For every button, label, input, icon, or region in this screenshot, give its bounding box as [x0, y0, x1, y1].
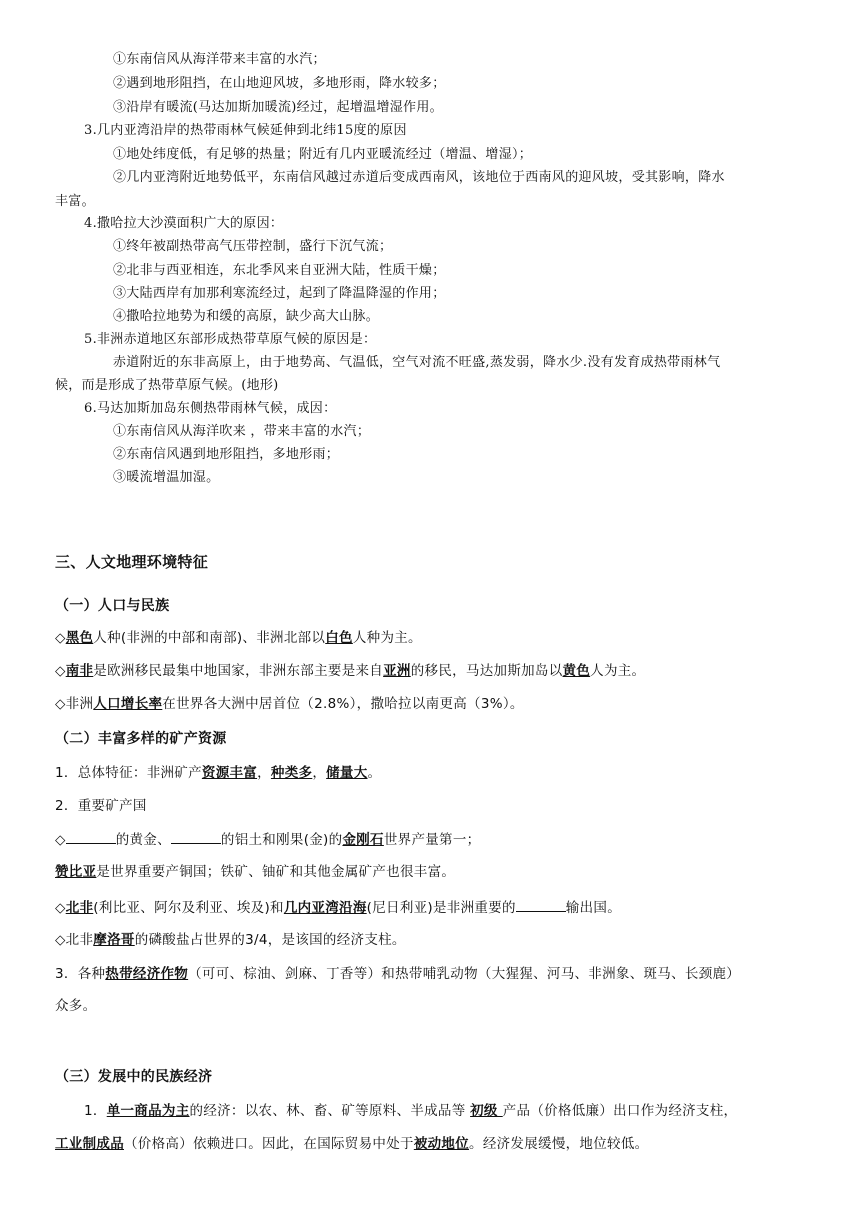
- subsection-minerals: （二）丰富多样的矿产资源: [55, 731, 227, 747]
- q6-item-2: ②东南信风遇到地形阻挡，多地形雨；: [113, 447, 340, 462]
- fill-blank-1[interactable]: [66, 829, 116, 844]
- q3-title: 3.几内亚湾沿岸的热带雨林气候延伸到北纬15度的原因: [84, 123, 407, 138]
- q5-text: 赤道附近的东非高原上，由于地势高、气温低，空气对流不旺盛,蒸发弱，降水少.没有发育成热带雨林气: [113, 355, 721, 370]
- q3-item-2-cont: 丰富。: [55, 194, 95, 209]
- q5-text-cont: 候，而是形成了热带草原气候。(地形): [55, 378, 279, 393]
- minerals-item-2: 2．重要矿产国: [55, 798, 147, 814]
- minerals-item-1: 1．总体特征：非洲矿产资源丰富，种类多，储量大。: [55, 765, 382, 781]
- q4-title: 4.撒哈拉大沙漠面积广大的原因：: [84, 216, 284, 231]
- minerals-item-3-cont: 众多。: [55, 998, 97, 1014]
- q3-item-2: ②几内亚湾附近地势低平，东南信风越过赤道后变成西南风，该地位于西南风的迎风坡，受其影响，降水: [113, 170, 725, 185]
- q6-item-3: ③暖流增温加湿。: [113, 470, 220, 485]
- reason-item-3: ③沿岸有暖流(马达加斯加暖流)经过，起增温增湿作用。: [113, 100, 443, 115]
- economy-item-1: 1．单一商品为主的经济：以农、林、畜、矿等原料、半成品等 初级 产品（价格低廉）出口作为经济支柱，: [84, 1103, 738, 1119]
- population-para-3: ◇非洲人口增长率在世界各大洲中居首位（2.8%），撒哈拉以南更高（3%）。: [55, 696, 524, 712]
- subsection-economy: （三）发展中的民族经济: [55, 1069, 213, 1085]
- q6-item-1: ①东南信风从海洋吹来 ，带来丰富的水汽；: [113, 424, 371, 439]
- fill-blank-3[interactable]: [516, 897, 566, 912]
- q4-item-4: ④撒哈拉地势为和缓的高原，缺少高大山脉。: [113, 309, 380, 324]
- minerals-para-oil: ◇北非(利比亚、阿尔及利亚、埃及)和几内亚湾沿海(尼日利亚)是非洲重要的 输出国。: [55, 897, 621, 918]
- q3-item-1: ①地处纬度低，有足够的热量；附近有几内亚暖流经过（增温、增湿）；: [113, 147, 533, 162]
- population-para-2: ◇南非是欧洲移民最集中地国家，非洲东部主要是来自亚洲的移民，马达加斯加岛以黄色人为主。: [55, 663, 646, 679]
- subsection-population: （一）人口与民族: [55, 598, 170, 614]
- minerals-para-zambia: 赞比亚是世界重要产铜国；铁矿、铀矿和其他金属矿产也很丰富。: [55, 864, 456, 880]
- reason-item-2: ②遇到地形阻挡，在山地迎风坡，多地形雨，降水较多；: [113, 76, 446, 91]
- economy-item-1-cont: 工业制成品（价格高）依赖进口。因此，在国际贸易中处于被动地位。经济发展缓慢，地位较低。: [55, 1136, 649, 1152]
- minerals-para-morocco: ◇北非摩洛哥的磷酸盐占世界的3/4，是该国的经济支柱。: [55, 932, 406, 948]
- population-para-1: ◇黑色人种(非洲的中部和南部)、非洲北部以白色人种为主。: [55, 630, 422, 646]
- minerals-item-3: 3．各种热带经济作物（可可、棕油、剑麻、丁香等）和热带哺乳动物（大猩猩、河马、非洲象、斑马、长颈鹿）: [55, 966, 741, 982]
- section-title: 三、人文地理环境特征: [55, 553, 209, 571]
- q4-item-2: ②北非与西亚相连，东北季风来自亚洲大陆，性质干燥；: [113, 263, 446, 278]
- reason-item-1: ①东南信风从海洋带来丰富的水汽；: [113, 52, 326, 67]
- fill-blank-2[interactable]: [171, 829, 221, 844]
- q5-title: 5.非洲赤道地区东部形成热带草原气候的原因是：: [84, 332, 377, 347]
- q6-title: 6.马达加斯加岛东侧热带雨林气候，成因：: [84, 401, 337, 416]
- minerals-para-gold: ◇ 的黄金、 的铝土和刚果(金)的金刚石世界产量第一；: [55, 829, 480, 850]
- q4-item-3: ③大陆西岸有加那利寒流经过，起到了降温降湿的作用；: [113, 286, 446, 301]
- q4-item-1: ①终年被副热带高气压带控制，盛行下沉气流；: [113, 239, 393, 254]
